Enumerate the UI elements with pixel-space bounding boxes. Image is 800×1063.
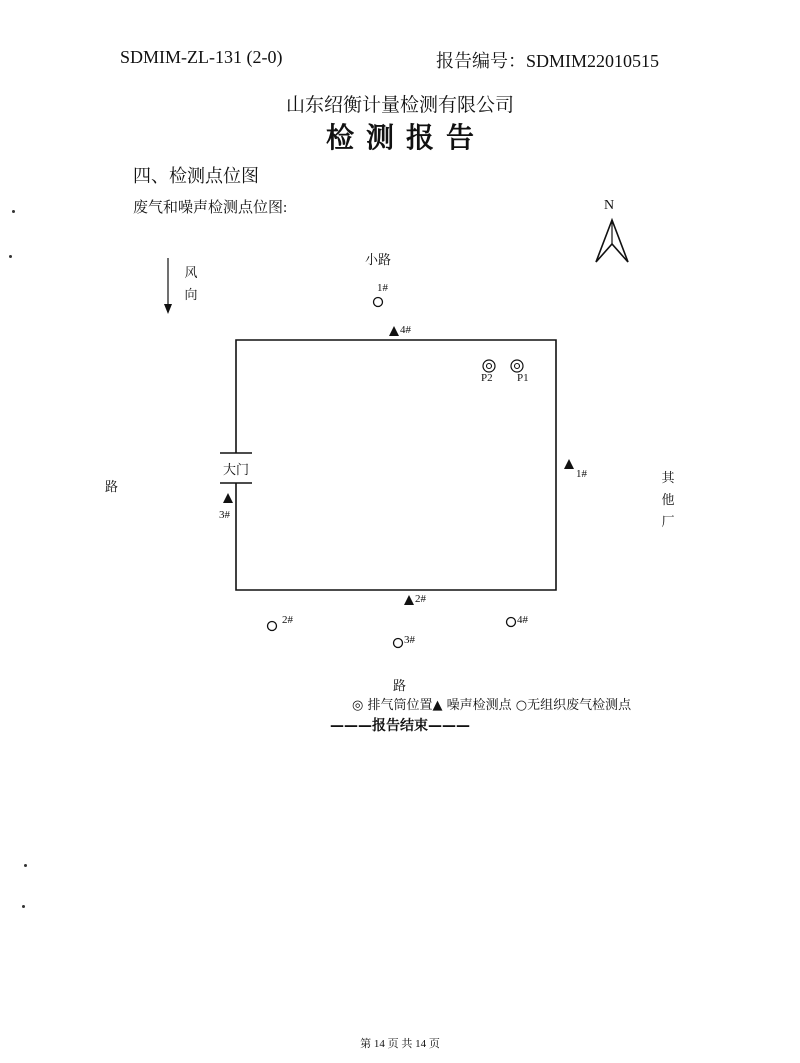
legend-gas-icon: ○ <box>515 698 528 713</box>
diagram-legend <box>352 694 631 713</box>
gas-point-2-icon <box>268 622 277 631</box>
north-label: N <box>604 198 615 213</box>
diagram-subtitle: 废气和噪声检测点位图: <box>133 200 288 216</box>
report-title: 检测报告 <box>325 121 486 154</box>
document-code: SDMIM-ZL-131 (2-0) <box>120 47 283 67</box>
noise-point-3-icon <box>223 493 233 503</box>
report-number-label: 报告编号： <box>436 51 526 71</box>
scan-speck <box>22 905 25 908</box>
wind-arrow-head <box>164 304 172 314</box>
gas-point-3-label: 3# <box>404 634 415 646</box>
noise-point-4-icon <box>389 326 399 336</box>
gas-point-4-label: 4# <box>517 614 528 626</box>
stack-p1-label: P1 <box>517 372 529 384</box>
report-end-marker: ———报告结束——— <box>330 718 470 734</box>
stack-p1-icon <box>511 360 523 372</box>
scan-speck <box>12 210 15 213</box>
page-footer: 第 14 页 共 14 页 <box>360 1038 440 1050</box>
site-boundary <box>236 340 556 590</box>
scan-speck <box>24 864 27 867</box>
gas-point-2-label: 2# <box>282 614 293 626</box>
section-heading: 四、检测点位图 <box>133 166 259 186</box>
stack-p2-label: P2 <box>481 372 493 384</box>
scan-speck <box>9 255 12 258</box>
gas-point-1-icon <box>374 298 383 307</box>
noise-point-1-icon <box>564 459 574 469</box>
legend-noise-icon: ▲ <box>432 698 443 713</box>
neighbor-factory-label: 其他厂 <box>661 470 675 529</box>
legend-stack-text: 排气筒位置 <box>367 698 433 713</box>
road-bottom-label: 路 <box>393 678 407 693</box>
wind-direction-label: 风向 <box>184 265 198 302</box>
report-number-value: SDMIM22010515 <box>526 51 660 71</box>
gate-label: 大门 <box>218 459 254 478</box>
noise-point-3-label: 3# <box>219 509 230 521</box>
legend-gas-text: 无组织废气检测点 <box>527 698 632 713</box>
gas-point-1-label: 1# <box>377 282 388 294</box>
legend-stack-icon: ◎ <box>352 698 364 713</box>
legend-noise-text: 噪声检测点 <box>446 698 512 713</box>
company-name: 山东绍衡计量检测有限公司 <box>285 95 514 116</box>
road-top-label: 小路 <box>365 252 392 267</box>
noise-point-1-label: 1# <box>576 468 587 480</box>
gas-point-3-icon <box>394 639 403 648</box>
stack-p2-icon <box>483 360 495 372</box>
noise-point-2-icon <box>404 595 414 605</box>
noise-point-4-label: 4# <box>400 324 411 336</box>
noise-point-2-label: 2# <box>415 593 426 605</box>
road-left-label: 路 <box>105 479 119 494</box>
gas-point-4-icon <box>507 618 516 627</box>
